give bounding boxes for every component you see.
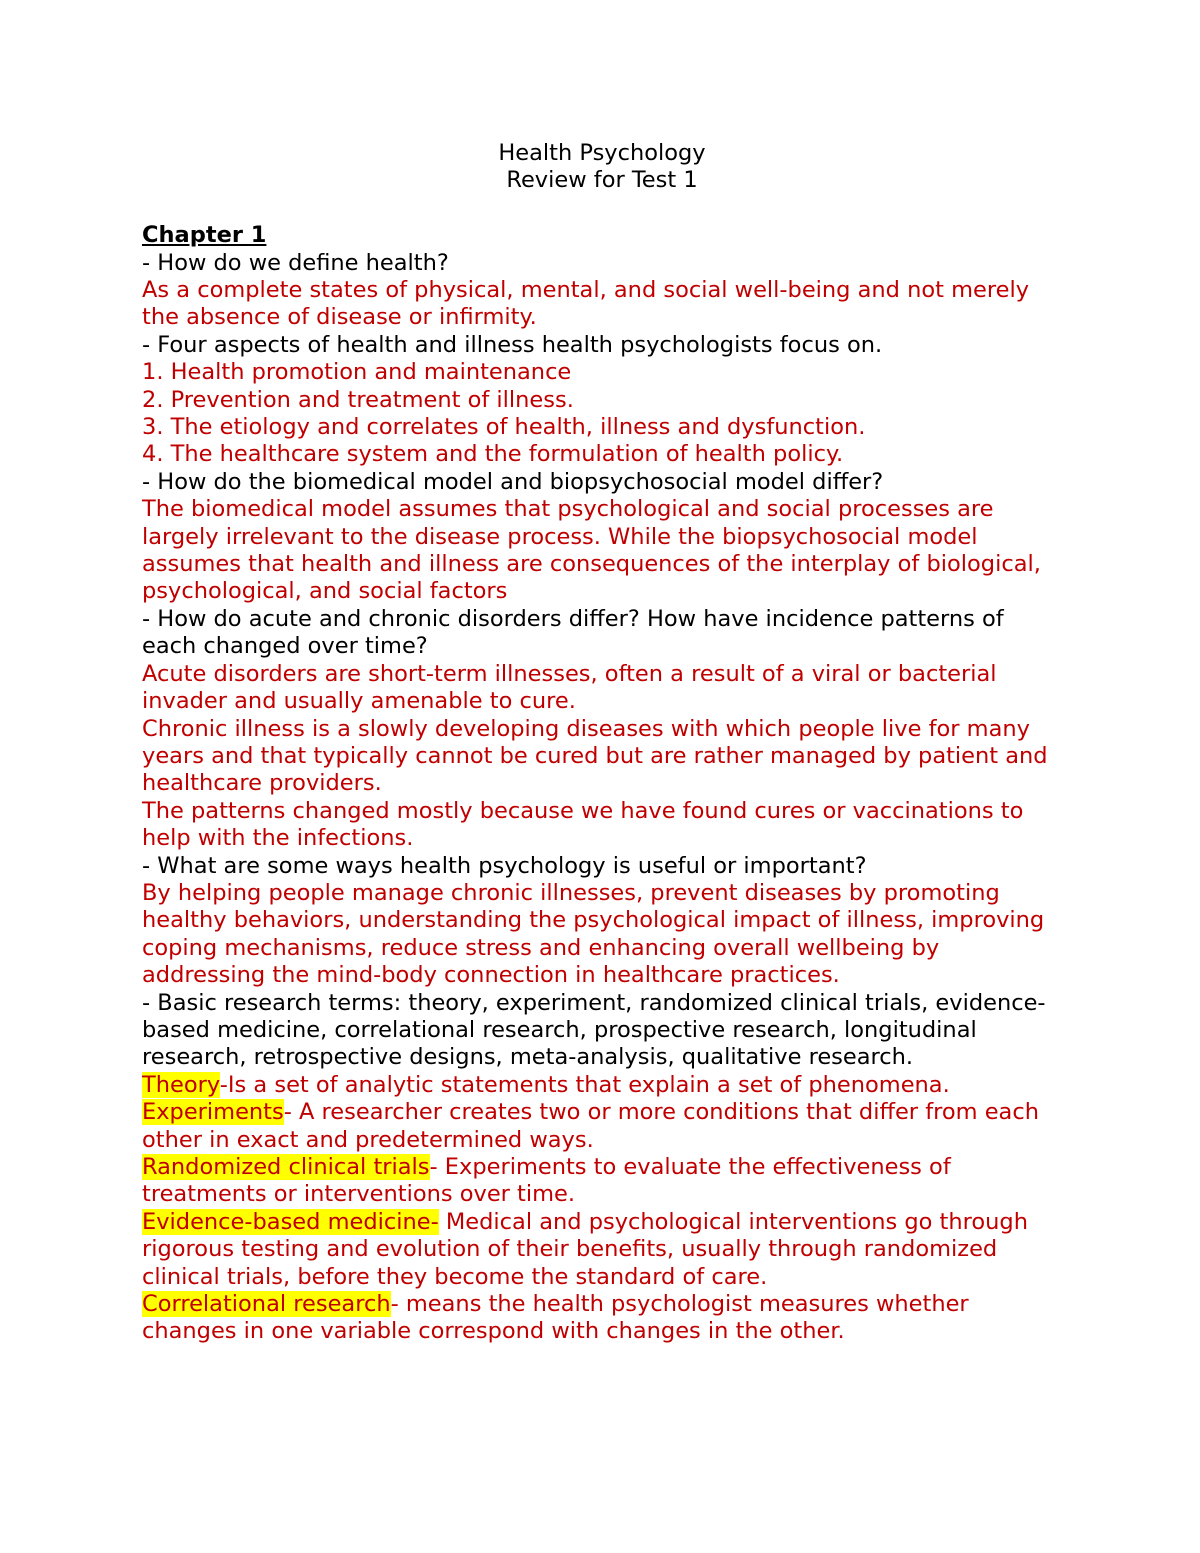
term-item-theory: [142, 1072, 1062, 1099]
answer-chronic: Chronic illness is a slowly developing diseases with which people live for many years and that typically cannot be cured but are rather managed by patient and healthcare providers.: [142, 715, 1048, 797]
term-definition: - means the health psychologist measures whether changes in one variable correspond with changes in the other.: [142, 1291, 969, 1345]
document-page: [142, 140, 1062, 1346]
answer-aspect-4: 4. The healthcare system and the formulation of health policy.: [142, 441, 844, 468]
question-research-terms: - Basic research terms: theory, experiment, randomized clinical trials, evidence-based medicine, correlational research, prospective research, longitudinal research, retrospective designs, meta-analysis, qualitative research.: [142, 989, 1046, 1071]
term-highlight: Randomized clinical trials: [142, 1154, 430, 1181]
term-definition: -Is a set of analytic statements that explain a set of phenomena.: [219, 1071, 950, 1098]
question-models-differ: - How do the biomedical model and biopsychosocial model differ?: [142, 468, 884, 495]
blank-line: [142, 195, 1062, 222]
answer-aspect-1: 1. Health promotion and maintenance: [142, 359, 572, 386]
term-highlight: Evidence-based medicine-: [142, 1208, 439, 1235]
answer-define-health: As a complete states of physical, mental, and social well-being and not merely the absence of disease or infirmity.: [142, 277, 1030, 331]
term-item-correlational: [142, 1291, 1062, 1346]
term-definition: - Experiments to evaluate the effectiveness of treatments or interventions over time.: [142, 1154, 951, 1208]
term-definition: - A researcher creates two or more conditions that differ from each other in exact and predetermined ways.: [142, 1099, 1039, 1153]
document-subtitle: Review for Test 1: [506, 167, 698, 194]
answer-models-differ: The biomedical model assumes that psychological and social processes are largely irrelevant to the disease process. While the biopsychosocial model assumes that health and illness are consequences of the interplay of biological, psychological, and social factors: [142, 496, 1041, 605]
question-define-health: - How do we define health?: [142, 249, 449, 276]
term-item-experiments: [142, 1099, 1062, 1154]
question-usefulness: - What are some ways health psychology is useful or important?: [142, 852, 867, 879]
question-four-aspects: - Four aspects of health and illness health psychologists focus on.: [142, 331, 883, 358]
answer-usefulness: By helping people manage chronic illnesses, prevent diseases by promoting healthy behaviors, understanding the psychological impact of illness, improving coping mechanisms, reduce stress and enhancing overall wellbeing by addressing the mind-body connection in healthcare practices.: [142, 879, 1045, 989]
term-item-evidence-based: [142, 1209, 1062, 1291]
term-definition: Medical and psychological interventions go through rigorous testing and evolution of their benefits, usually through randomized clinical trials, before they become the standard of care.: [142, 1208, 1028, 1290]
term-highlight: Theory: [142, 1071, 220, 1098]
document-title: Health Psychology: [498, 140, 706, 166]
answer-aspect-3: 3. The etiology and correlates of health, illness and dysfunction.: [142, 414, 866, 441]
answer-aspect-2: 2. Prevention and treatment of illness.: [142, 386, 574, 413]
term-item-randomized-trials: [142, 1154, 1062, 1209]
answer-patterns: The patterns changed mostly because we have found cures or vaccinations to help with the infections.: [142, 797, 1024, 852]
question-acute-chronic: - How do acute and chronic disorders differ? How have incidence patterns of each changed over time?: [142, 605, 1004, 660]
chapter-heading: Chapter 1: [142, 222, 267, 249]
term-highlight: Experiments: [142, 1099, 284, 1126]
term-highlight: Correlational research: [142, 1291, 391, 1318]
answer-acute: Acute disorders are short-term illnesses, often a result of a viral or bacterial invader and usually amenable to cure.: [142, 660, 997, 715]
